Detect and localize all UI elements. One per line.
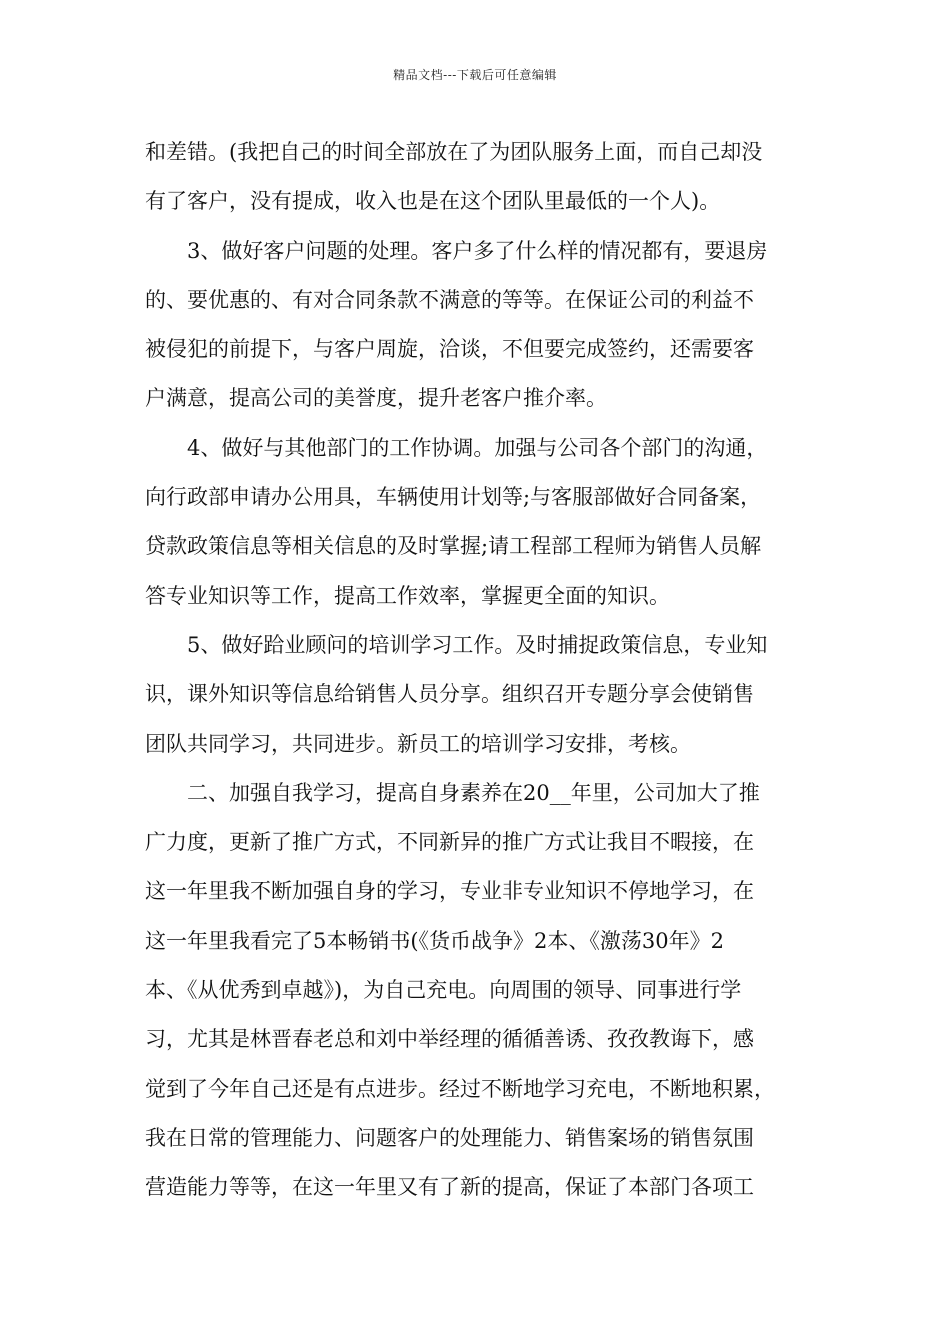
paragraph-first-line: 5、做好跲业顾问的培训学习工作。及时捕捉政策信息，专业知	[187, 632, 768, 657]
paragraph-line: 这一年里我看完了5本畅销书(《货币战争》2本、《激荡30年》2	[145, 928, 724, 953]
paragraph-line: 被侵犯的前提下，与客户周旋，洽谈，不但要完成签约，还需要客	[145, 337, 754, 362]
paragraph-first-line: 4、做好与其他部门的工作协调。加强与公司各个部门的沟通，	[187, 435, 768, 460]
paragraph-first-line: 二、加强自我学习，提高自身素养在20__年里，公司加大了推	[187, 780, 760, 805]
paragraph-line: 识，课外知识等信息给销售人员分享。组织召开专题分享会使销售	[145, 682, 754, 707]
paragraph-line: 答专业知识等工作，提高工作效率，掌握更全面的知识。	[145, 583, 670, 608]
paragraph-line: 我在日常的管理能力、问题客户的处理能力、销售案场的销售氛围	[145, 1125, 754, 1150]
paragraph-line: 习，尤其是林晋春老总和刘中举经理的循循善诱、孜孜教诲下，感	[145, 1027, 754, 1052]
paragraph-line: 本、《从优秀到卓越》)，为自己充电。向周围的领导、同事进行学	[145, 978, 742, 1003]
paragraph-line: 广力度，更新了推广方式，不同新异的推广方式让我目不暇接，在	[145, 830, 754, 855]
paragraph-line: 户满意，提高公司的美誉度，提升老客户推介率。	[145, 386, 607, 411]
paragraph-line: 觉到了今年自己还是有点进步。经过不断地学习充电，不断地积累，	[145, 1076, 775, 1101]
page-header: 精品文档---下载后可任意编辑	[393, 68, 557, 82]
paragraph-line: 团队共同学习，共同进步。新员工的培训学习安排，考核。	[145, 731, 691, 756]
paragraph-line: 有了客户，没有提成，收入也是在这个团队里最低的一个人)。	[145, 189, 721, 214]
paragraph-line: 和差错。(我把自己的时间全部放在了为团队服务上面，而自己却没	[145, 140, 763, 164]
document-body	[145, 128, 825, 1213]
paragraph-line: 这一年里我不断加强自身的学习，专业非专业知识不停地学习，在	[145, 879, 754, 904]
paragraph-line: 营造能力等等，在这一年里又有了新的提高，保证了本部门各项工	[145, 1175, 754, 1200]
paragraph-line: 贷款政策信息等相关信息的及时掌握;请工程部工程师为销售人员解	[145, 534, 762, 559]
paragraph-line: 向行政部申请办公用具，车辆使用计划等;与客服部做好合同备案，	[145, 485, 762, 510]
paragraph-first-line: 3、做好客户问题的处理。客户多了什么样的情况都有，要退房	[187, 238, 768, 263]
paragraph-line: 的、要优惠的、有对合同条款不满意的等等。在保证公司的利益不	[145, 287, 754, 312]
